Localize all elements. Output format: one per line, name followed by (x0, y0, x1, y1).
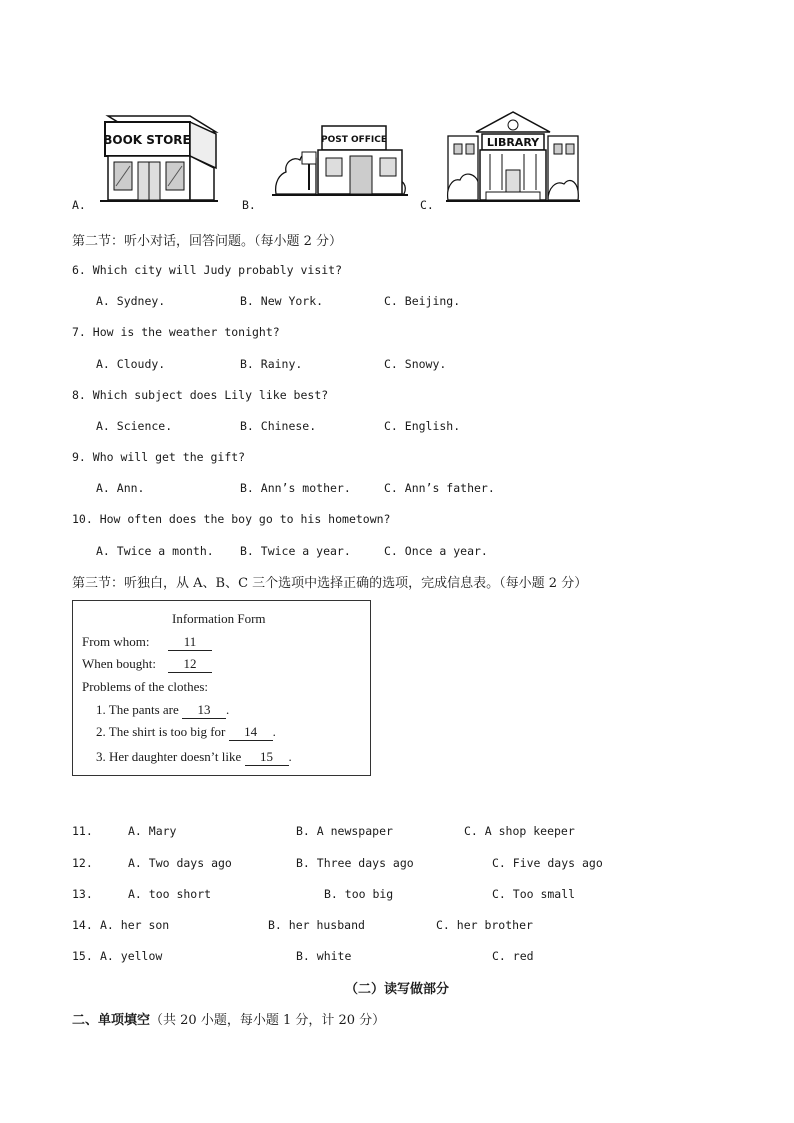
q11-option-c: C. A shop keeper (464, 824, 575, 838)
form-problem-2: 2. The shirt is too big for (96, 724, 226, 739)
picture-option-b: B. (242, 198, 256, 212)
form-from-label: From whom: (82, 634, 150, 649)
q12-option-c: C. Five days ago (492, 856, 603, 870)
q14-option-b: B. her husband (268, 918, 365, 932)
q15-option-c: C. red (492, 949, 534, 963)
q7-option-c: C. Snowy. (384, 357, 447, 371)
question-10: 10. How often does the boy go to his hometown? (72, 512, 391, 526)
q10-option-a: A. Twice a month. (96, 544, 214, 558)
question-7: 7. How is the weather tonight? (72, 325, 280, 339)
q13-option-a: A. too short (128, 887, 212, 901)
post-office-sign: POST OFFICE (320, 135, 388, 145)
blank-12: 12 (168, 656, 212, 673)
q7-option-a: A. Cloudy. (96, 357, 166, 371)
q15-option-b: B. white (296, 949, 352, 963)
form-problem-1: 1. The pants are (96, 702, 179, 717)
blank-11: 11 (168, 634, 212, 651)
question-9: 9. Who will get the gift? (72, 450, 246, 464)
q15-number: 15. (72, 949, 93, 963)
q6-option-c: C. Beijing. (384, 294, 461, 308)
q7-option-b: B. Rainy. (240, 357, 303, 371)
picture-option-a: A. (72, 198, 86, 212)
question-8: 8. Which subject does Lily like best? (72, 388, 329, 402)
q9-option-c: C. Ann’s father. (384, 481, 495, 495)
q13-number: 13. (72, 887, 93, 901)
part2-title: （二）读写做部分 (345, 982, 450, 997)
q11-number: 11. (72, 824, 93, 838)
section2-heading: 第二节：听小对话，回答问题。（每小题 2 分） (72, 234, 343, 249)
post-office-picture (272, 122, 408, 198)
library-sign: LIBRARY (486, 136, 540, 149)
form-period: . (226, 702, 230, 717)
book-store-picture (100, 112, 222, 204)
q6-option-b: B. New York. (240, 294, 324, 308)
q12-option-b: B. Three days ago (296, 856, 414, 870)
q11-option-a: A. Mary (128, 824, 177, 838)
q13-option-c: C. Too small (492, 887, 576, 901)
q13-option-b: B. too big (324, 887, 394, 901)
q9-option-a: A. Ann. (96, 481, 145, 495)
q10-option-c: C. Once a year. (384, 544, 488, 558)
question-6: 6. Which city will Judy probably visit? (72, 263, 343, 277)
q11-option-b: B. A newspaper (296, 824, 393, 838)
library-picture (446, 110, 580, 204)
form-period: . (288, 749, 292, 764)
q14-option-c: C. her brother (436, 918, 533, 932)
form-problems-label: Problems of the clothes: (82, 679, 209, 694)
q8-option-b: B. Chinese. (240, 419, 317, 433)
form-when-label: When bought: (82, 656, 157, 671)
q14-number: 14. (72, 918, 93, 932)
q8-option-a: A. Science. (96, 419, 173, 433)
blank-15: 15 (245, 749, 289, 766)
q9-option-b: B. Ann’s mother. (240, 481, 351, 495)
form-title: Information Form (172, 611, 266, 626)
q6-option-a: A. Sydney. (96, 294, 166, 308)
form-problem-3: 3. Her daughter doesn’t like (96, 749, 242, 764)
q15-option-a: A. yellow (100, 949, 163, 963)
q10-option-b: B. Twice a year. (240, 544, 351, 558)
q14-option-a: A. her son (100, 918, 170, 932)
form-period: . (272, 724, 276, 739)
single-choice-title: 二、单项填空 (72, 1013, 151, 1028)
section3-heading: 第三节：听独白，从 A、B、C 三个选项中选择正确的选项，完成信息表。（每小题 2 分） (72, 576, 588, 591)
single-choice-heading (72, 1009, 385, 1028)
blank-13: 13 (182, 702, 226, 719)
blank-14: 14 (229, 724, 273, 741)
q8-option-c: C. English. (384, 419, 461, 433)
picture-option-c: C. (420, 198, 434, 212)
q12-option-a: A. Two days ago (128, 856, 232, 870)
single-choice-note: （共 20 小题，每小题 1 分，计 20 分） (150, 1013, 386, 1028)
q12-number: 12. (72, 856, 93, 870)
book-store-sign: BOOK STORE (103, 133, 191, 147)
